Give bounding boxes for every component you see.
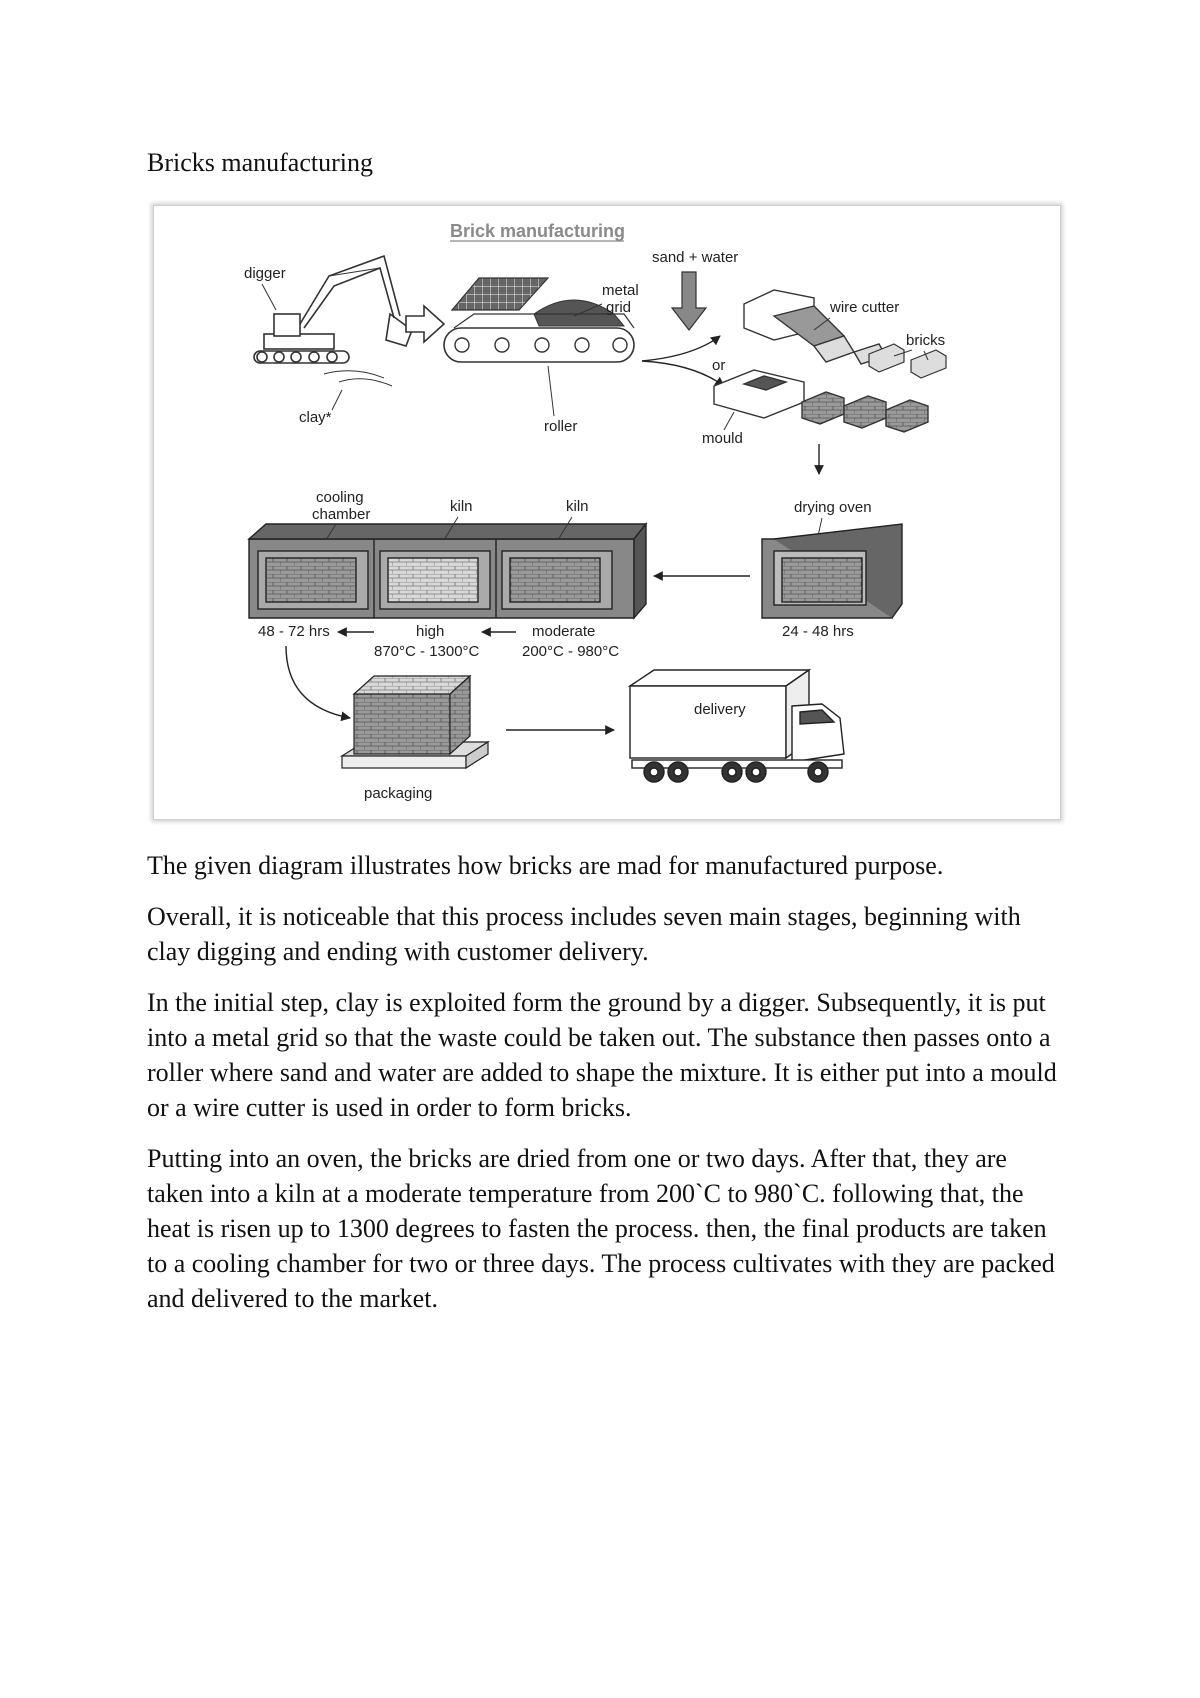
paragraph-body-2: Putting into an oven, the bricks are dried from one or two days. After that, they are taken into a kiln at a moderate temperature from 200`C to 980`C. following that, the heat is risen up to 1300 degrees to fasten the process. then, the final products are taken to a cooling chamber for two or three days. The process cultivates with they are packed and delivered to the market. bbox=[147, 1144, 1055, 1313]
bricks-illustration bbox=[869, 344, 946, 378]
diagram-figure bbox=[153, 205, 1061, 820]
label-kiln-moderate: kiln bbox=[566, 498, 589, 515]
packaging-illustration bbox=[342, 676, 488, 768]
arrow-to-wire-cutter bbox=[642, 336, 720, 361]
paragraph-intro: The given diagram illustrates how bricks are mad for manufactured purpose. bbox=[147, 851, 944, 880]
label-metal: metal bbox=[602, 282, 639, 299]
label-chamber: chamber bbox=[312, 506, 371, 523]
label-roller: roller bbox=[544, 418, 578, 435]
label-hrs-cool: 48 - 72 hrs bbox=[258, 623, 330, 640]
label-sand-water: sand + water bbox=[652, 249, 739, 266]
label-digger: digger bbox=[244, 265, 286, 282]
brick-process-diagram bbox=[154, 206, 1060, 819]
label-mould: mould bbox=[702, 430, 743, 447]
hollow-arrow-icon bbox=[406, 306, 444, 342]
label-kiln-high: kiln bbox=[450, 498, 473, 515]
label-moderate: moderate bbox=[532, 623, 596, 640]
label-grid: grid bbox=[606, 299, 632, 316]
sand-water-arrow-icon bbox=[672, 272, 706, 330]
label-packaging: packaging bbox=[364, 785, 433, 802]
document-title: Bricks manufacturing bbox=[147, 148, 373, 177]
label-clay: clay* bbox=[299, 409, 332, 426]
essay-body bbox=[147, 848, 1067, 1332]
delivery-truck-illustration bbox=[630, 670, 844, 782]
arrow-to-packaging bbox=[286, 646, 350, 718]
label-high-temp: 870°C - 1300°C bbox=[374, 643, 480, 660]
label-bricks: bricks bbox=[906, 332, 946, 349]
kiln-cooling-illustration bbox=[249, 524, 646, 618]
diagram-title: Brick manufacturing bbox=[450, 221, 626, 241]
drying-oven-illustration bbox=[762, 524, 902, 618]
label-delivery: delivery bbox=[694, 701, 746, 718]
label-high: high bbox=[416, 623, 445, 640]
label-wire-cutter: wire cutter bbox=[830, 299, 900, 316]
label-or: or bbox=[712, 357, 726, 374]
label-moderate-temp: 200°C - 980°C bbox=[522, 643, 620, 660]
label-cooling: cooling bbox=[316, 489, 364, 506]
paragraph-body-1: In the initial step, clay is exploited form the ground by a digger. Subsequently, it is put into a metal grid so that the waste could be taken out. The substance then passes onto a roller where sand and water are added to shape the mixture. It is either put into a mould or a wire cutter is used in order to form bricks. bbox=[147, 988, 1057, 1122]
label-hrs-dry: 24 - 48 hrs bbox=[782, 623, 854, 640]
mould-illustration bbox=[714, 370, 928, 432]
label-drying-oven: drying oven bbox=[794, 499, 872, 516]
paragraph-overview: Overall, it is noticeable that this process includes seven main stages, beginning with clay digging and ending with customer delivery. bbox=[147, 902, 1021, 966]
